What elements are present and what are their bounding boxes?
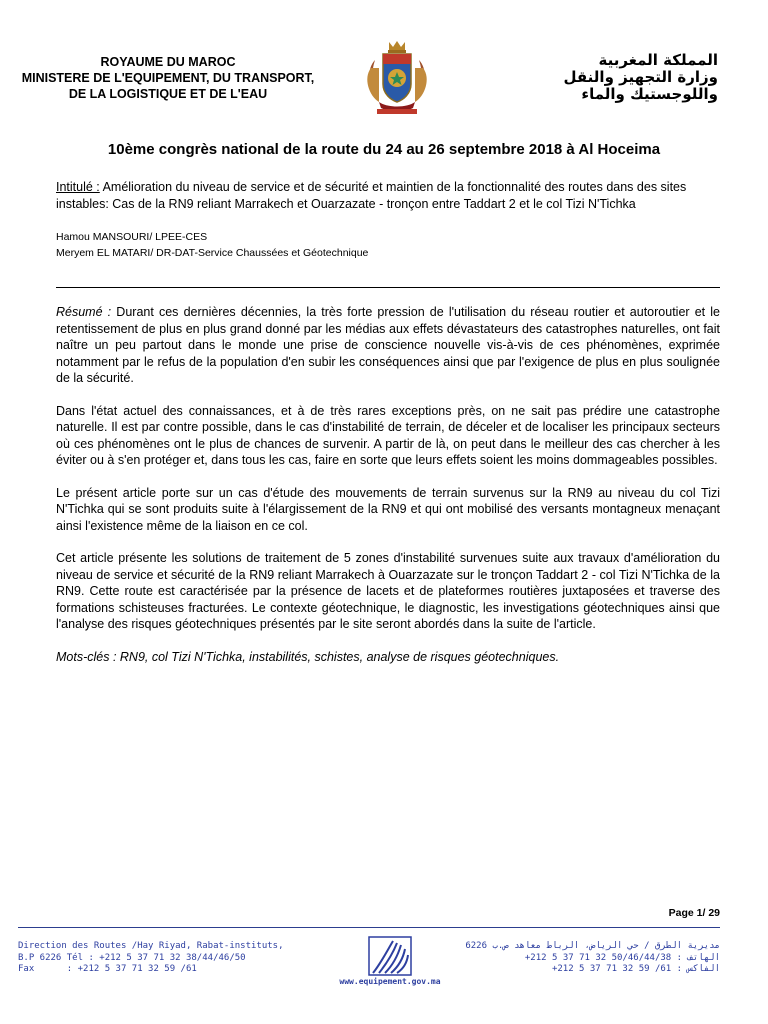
header-ar-line-3: واللوجستيك والماء (581, 85, 718, 103)
divider (56, 287, 720, 288)
footer-ar-line-1: مديرية الطرق / حي الرياض، الرباط معاهد ص.ب 6226 (465, 941, 720, 951)
author-2: Meryem EL MATARI/ DR-DAT-Service Chaussées et Géotechnique (56, 246, 369, 259)
footer-french (18, 941, 348, 976)
page-number: Page 1/ 29 (668, 907, 720, 919)
abstract-paragraph-1 (56, 304, 720, 387)
abstract-paragraph-3: Le présent article porte sur un cas d'étude des mouvements de terrain survenus sur la RN9 au niveau du col Tizi N'Tichka qui se sont produits suite à l'élargissement de la RN9 et qui ont mobilisé des versants montagneux menaçant ainsi l'existence même de la liaison en ce col. (56, 485, 720, 533)
footer-website[interactable]: www.equipement.gov.ma (339, 977, 441, 986)
footer-fr-line-3: Fax : +212 5 37 71 32 59 /61 (18, 964, 197, 974)
footer-divider (18, 927, 720, 928)
header-arabic (478, 52, 718, 103)
article-title (56, 179, 720, 212)
footer-fr-line-1: Direction des Routes /Hay Riyad, Rabat-instituts, (18, 941, 284, 951)
footer-ar-line-3: الفاكس : 61/ 59 32 71 37 5 212+ (551, 964, 720, 974)
intitule-label: Intitulé : (56, 180, 100, 194)
header-fr-line-3: DE LA LOGISTIQUE ET DE L'EAU (68, 87, 268, 101)
keywords: Mots-clés : RN9, col Tizi N'Tichka, instabilités, schistes, analyse de risques géotechniques. (56, 649, 560, 664)
header-ar-line-2: وزارة التجهيز والنقل (563, 68, 718, 86)
congress-title: 10ème congrès national de la route du 24 au 26 septembre 2018 à Al Hoceima (107, 141, 661, 158)
header-french (18, 54, 318, 102)
abstract-p1-text: Durant ces dernières décennies, la très forte pression de l'utilisation du réseau routier et autoroutier et le retentissement de plus en plus grand donné par les médias aux effets dévastateurs des catastrophes naturelles, ont fait naître un peu partout dans le monde une prise de conscience nouvelle vis-à-vis de ces phénomènes, exprimée notamment par le refus de la population d'en subir les conséquences ainsi que par l'exigence de plus en plus soulignée de la sécurité. (56, 305, 721, 385)
author-1: Hamou MANSOURI/ LPEE-CES (56, 231, 208, 243)
abstract (56, 304, 720, 681)
header-fr-line-2: MINISTERE DE L'EQUIPEMENT, DU TRANSPORT, (21, 71, 315, 85)
intitule-text: Amélioration du niveau de service et de sécurité et maintien de la fonctionnalité des routes dans des sites instables: Cas de la RN9 reliant Marrakech et Ouarzazate - tronçon entre Taddart 2 et le col Tizi N'Tichka (56, 180, 687, 211)
ministry-logo-icon (367, 935, 413, 977)
abstract-paragraph-2: Dans l'état actuel des connaissances, et à de très rares exceptions près, on ne sait pas prédire une catastrophe naturelle. Il est par contre possible, dans le cas d'instabilité de terrain, de déceler et de localiser les principaux secteurs où ces phénomènes ont le plus de chances de survenir. A partir de là, on peut dans le meilleur des cas chercher à les éviter ou à s'en protéger et, dans tous les cas, faire en sorte que leurs effets soient les moins dommageables possibles. (56, 403, 720, 467)
header-fr-line-1: ROYAUME DU MAROC (100, 55, 236, 69)
resume-label: Résumé : (56, 305, 112, 319)
authors (56, 230, 368, 261)
footer-arabic (430, 941, 720, 976)
abstract-paragraph-4: Cet article présente les solutions de traitement de 5 zones d'instabilité survenues suite aux travaux d'amélioration du niveau de service et sécurité de la RN9 reliant Marrakech à Ouarzazate sur le tronçon Taddart 2 - col Tizi N'Tichka de la RN9. Cette route est caractérisée par la présence de lacets et de plateformes routières juxtaposées et traverse des formations schisteuses fracturées. Le contexte géotechnique, le diagnostic, les investigations géotechniques ainsi que l'analyse des risques géotechniques présentés par le site seront abordés dans la suite de l'article. (56, 551, 720, 631)
coat-of-arms-icon (363, 38, 431, 116)
footer-ar-line-2: الهاتف : 50/46/44/38 32 71 37 5 212+ (524, 952, 720, 963)
header-ar-line-1: المملكة المغربية (598, 51, 718, 69)
footer-fr-line-2: B.P 6226 Tél : +212 5 37 71 32 38/44/46/50 (18, 952, 246, 963)
